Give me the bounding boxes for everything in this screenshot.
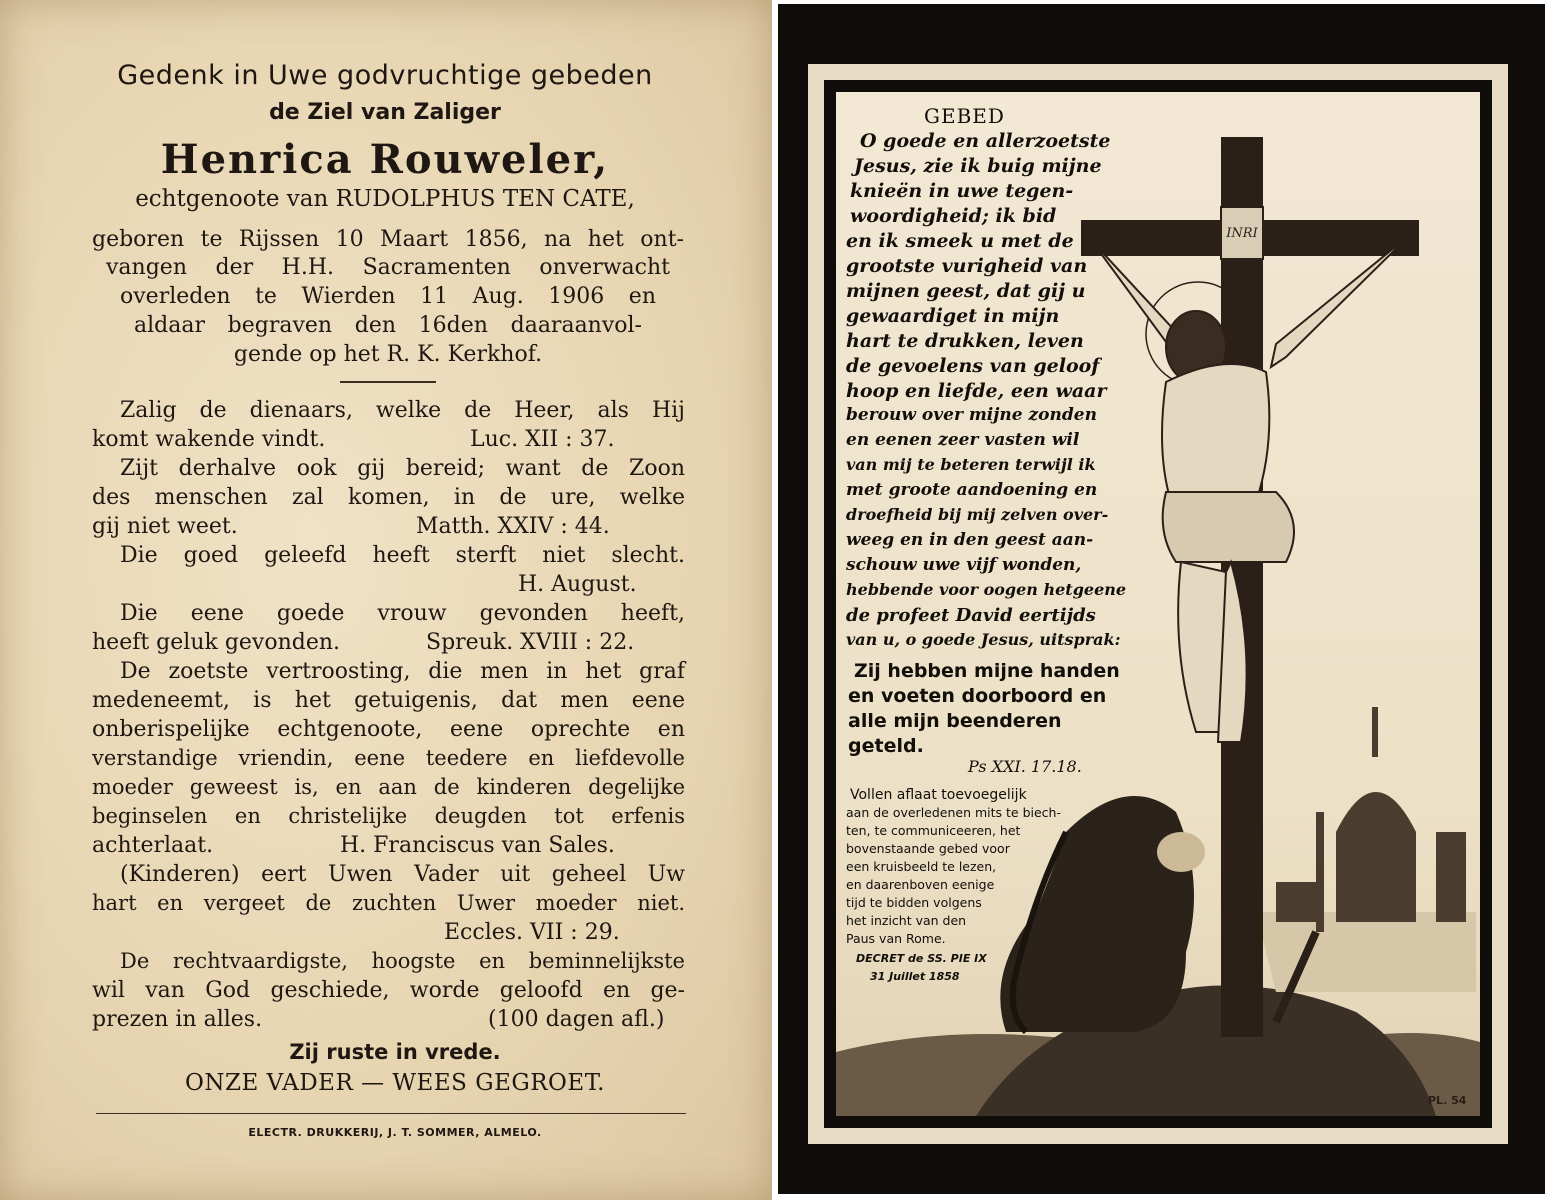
deceased-name: Henrica Rouweler, [160, 136, 610, 183]
intro-line: Gedenk in Uwe godvruchtige gebeden [117, 60, 653, 91]
prayer-line: schouw uwe vijf wonden, [846, 555, 1082, 575]
indulgence-line: ten, te communiceeren, het [846, 823, 1021, 838]
quote-line: gij niet weet. [92, 514, 238, 539]
prayer-line: woordigheid; ik bid [850, 205, 1057, 227]
quote-line: De zoetste vertroosting, die men in het graf [120, 659, 685, 684]
quote-line: des menschen zal komen, in de ure, welke [92, 485, 685, 510]
quote-line: Zalig de dienaars, welke de Heer, als Hij [120, 398, 685, 423]
quote-line: (Kinderen) eert Uwen Vader uit geheel Uw [120, 862, 685, 887]
quote-line: wil van God geschiede, worde geloofd en ge- [92, 978, 685, 1003]
quote-line: beginselen en christelijke deugden tot erfenis [92, 804, 685, 828]
inri-plaque: INRI [1226, 226, 1258, 241]
quote-line: heeft geluk gevonden. [92, 630, 341, 655]
prayer-line: de profeet David eertijds [846, 605, 1096, 626]
prayer-line: Jesus, zie ik buig mijne [854, 155, 1102, 177]
quote-ref: Matth. XXIV : 44. [416, 514, 610, 539]
verse-line: en voeten doorboord en [848, 685, 1107, 707]
indulgence-line: Vollen aflaat toevoegelijk [850, 787, 1027, 803]
printer-credit: ELECTR. DRUKKERIJ, J. T. SOMMER, ALMELO. [248, 1126, 542, 1139]
quote-line: onberispelijke echtgenoote, eene oprechte en [92, 717, 685, 742]
quote-line: De rechtvaardigste, hoogste en beminnelijkste [120, 949, 685, 973]
prayer-line: gewaardiget in mijn [846, 305, 1060, 327]
prayer-line: en ik smeek u met de [846, 230, 1074, 252]
indulgence-line: het inzicht van den [846, 913, 967, 928]
indulgence-note: (100 dagen afl.) [488, 1007, 665, 1032]
indulgence-line: bovenstaande gebed voor [846, 841, 1010, 856]
prayer-line: hoop en liefde, een waar [846, 380, 1107, 402]
verse-line: alle mijn beenderen [848, 710, 1062, 732]
right-prayer-card [778, 4, 1545, 1194]
prayer-line: berouw over mijne zonden [846, 405, 1097, 425]
quote-line: achterlaat. [92, 833, 214, 858]
quote-ref: H. Franciscus van Sales. [340, 833, 615, 858]
quote-line: hart en vergeet de zuchten Uwer moeder niet. [92, 891, 685, 915]
indulgence-line: aan de overledenen mits te biech- [846, 805, 1061, 820]
decree-line: DECRET de SS. PIE IX [856, 952, 987, 965]
quote-line: moeder geweest is, en aan de kinderen degelijke [92, 775, 685, 799]
decree-date: 31 Juillet 1858 [870, 970, 960, 983]
quote-line: medeneemt, is het getuigenis, dat men eene [92, 688, 685, 713]
prayer-line: van u, o goede Jesus, uitsprak: [846, 630, 1121, 649]
quote-line: Die goed geleefd heeft sterft niet slecht. [120, 543, 685, 568]
indulgence-line: Paus van Rome. [846, 931, 946, 946]
quote-line: verstandige vriendin, eene teedere en liefdevolle [92, 746, 685, 770]
quote-line: prezen in alles. [92, 1007, 263, 1032]
bottom-rule [96, 1113, 686, 1114]
prayer-line: en eenen zeer vasten wil [846, 430, 1080, 450]
indulgence-line: tijd te bidden volgens [846, 895, 982, 910]
quote-ref: Luc. XII : 37. [470, 427, 615, 452]
prayer-line: knieën in uwe tegen- [850, 180, 1074, 202]
spouse-line: echtgenoote van RUDOLPHUS TEN CATE, [135, 186, 635, 212]
verse-line: geteld. [848, 735, 924, 757]
divider [340, 381, 436, 383]
soul-line: de Ziel van Zaliger [269, 100, 501, 125]
prayer-title: GEBED [924, 104, 1005, 128]
prayer-line: van mij te beteren terwijl ik [846, 455, 1096, 474]
bio-line: aldaar begraven den 16den daaraanvol- [134, 313, 642, 338]
prayer-line: met groote aandoening en [846, 480, 1098, 500]
bio-line: gende op het R. K. Kerkhof. [233, 342, 543, 367]
bio-line: vangen der H.H. Sacramenten onverwacht [106, 255, 670, 280]
engraving-panel [836, 92, 1480, 1116]
bio-line: overleden te Wierden 11 Aug. 1906 en [120, 284, 656, 309]
quote-line: komt wakende vindt. [92, 427, 326, 452]
prayer-line: grootste vurigheid van [846, 255, 1088, 277]
indulgence-line: een kruisbeeld te lezen, [846, 859, 997, 874]
indulgence-line: en daarenboven eenige [846, 877, 995, 892]
prayer-line: weeg en in den geest aan- [846, 530, 1094, 550]
quote-ref: Spreuk. XVIII : 22. [426, 630, 635, 655]
prayer-line: hebbende voor oogen hetgeene [846, 580, 1127, 599]
quote-ref: H. August. [518, 572, 637, 597]
prayer-line: hart te drukken, leven [846, 330, 1084, 352]
verse-line: Zij hebben mijne handen [854, 660, 1120, 682]
bio-line: geboren te Rijssen 10 Maart 1856, na het ont- [92, 227, 684, 252]
prayers-line: ONZE VADER — WEES GEGROET. [185, 1070, 605, 1096]
plate-number: PL. 54 [1428, 1094, 1467, 1107]
quote-line: Die eene goede vrouw gevonden heeft, [120, 601, 685, 626]
prayer-line: mijnen geest, dat gij u [846, 280, 1086, 302]
prayer-line: O goede en allerzoetste [860, 130, 1111, 152]
left-memorial-card [0, 0, 772, 1200]
prayer-line: de gevoelens van geloof [846, 355, 1100, 377]
rest-in-peace: Zij ruste in vrede. [289, 1040, 501, 1064]
quote-line: Zijt derhalve ook gij bereid; want de Zoon [120, 456, 685, 481]
prayer-line: droefheid bij mij zelven over- [846, 505, 1109, 524]
verse-reference: Ps XXI. 17.18. [968, 757, 1082, 776]
quote-ref: Eccles. VII : 29. [444, 920, 620, 945]
